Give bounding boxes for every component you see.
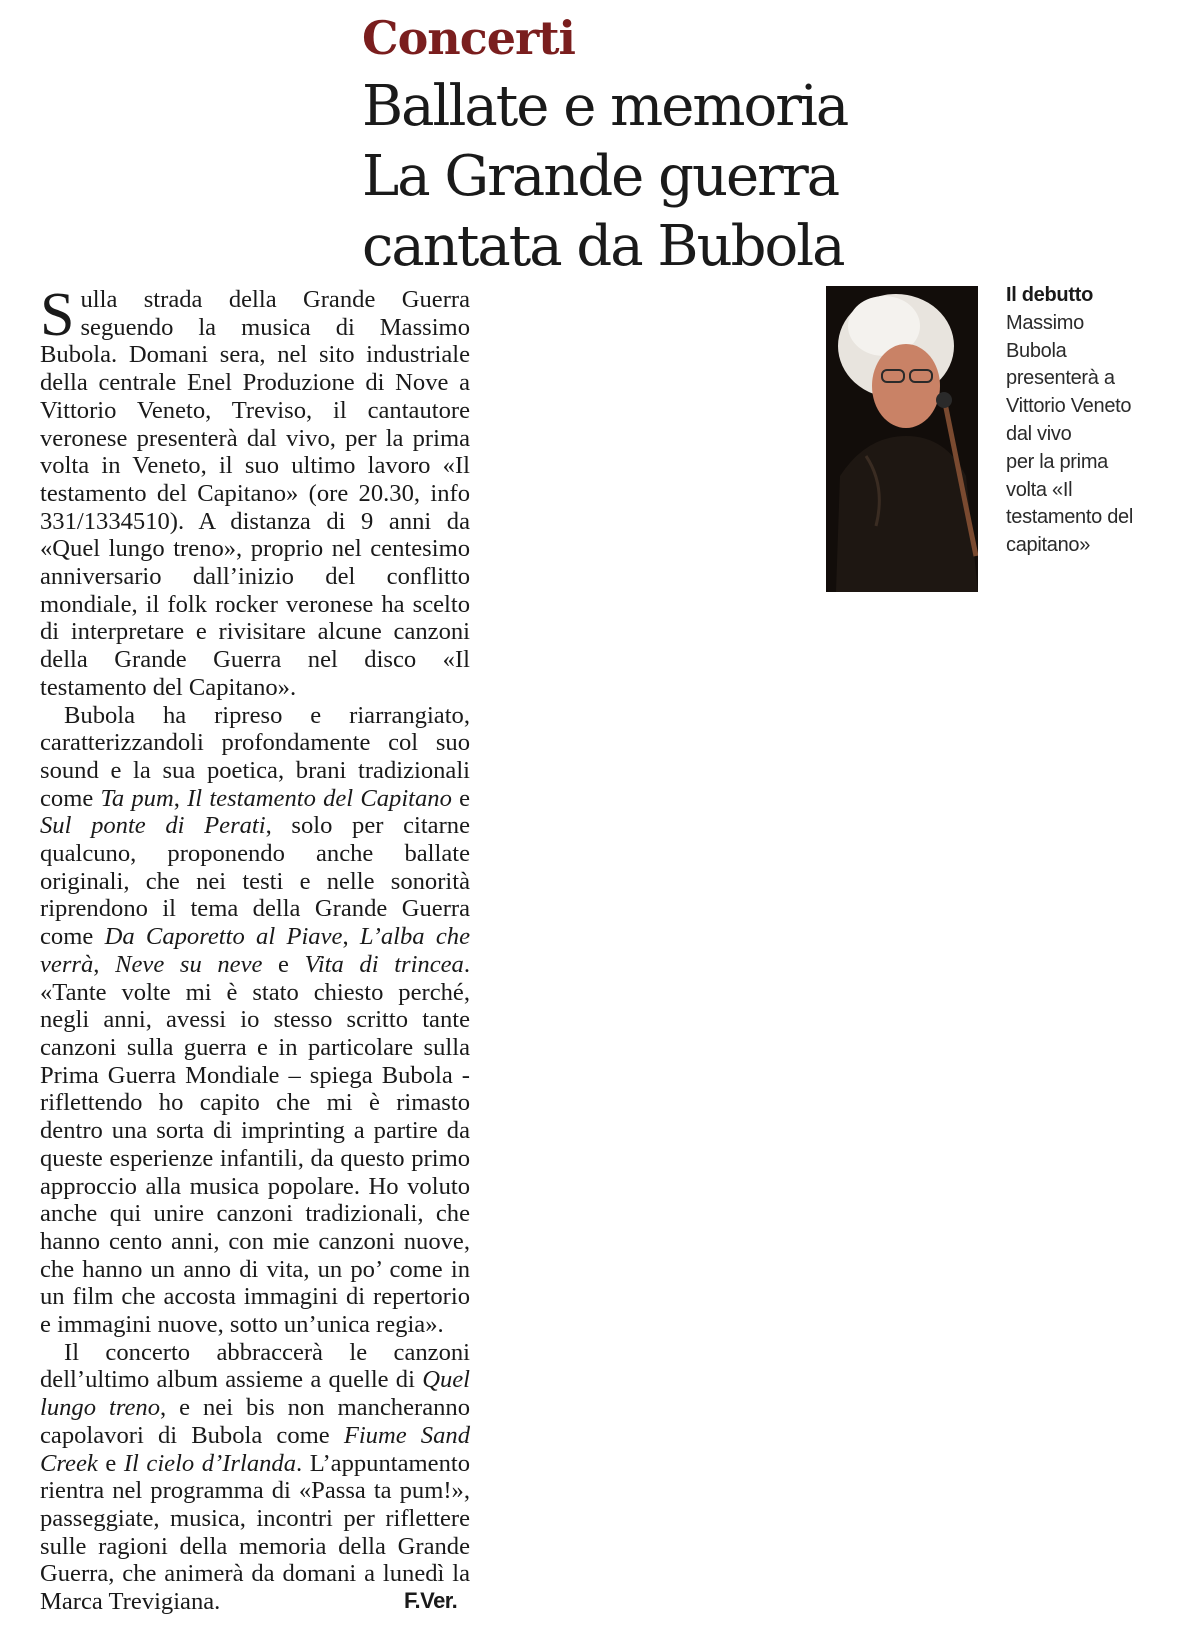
caption-title: Il debutto (1006, 284, 1093, 306)
text-run: Il concerto abbraccerà le canzoni dell’ultimo album assieme a quelle di (40, 1338, 470, 1394)
caption-line: Massimo (1006, 311, 1084, 334)
text-run: . L’appuntamento rientra nel programma di «Passa ta pum!», passeggiate, musica, incontri per riflettere sulle ragioni della memoria della Grande Guerra, che animerà da domani a lunedì la Marca Trevigiana. (40, 1449, 470, 1616)
caption-line: per la prima (1006, 450, 1108, 473)
article-paragraph-2 (40, 702, 470, 1339)
article-paragraph-1 (40, 281, 470, 702)
song-title: Il cielo d’Irlanda (123, 1449, 297, 1477)
song-title: L’alba che verrà (40, 923, 471, 978)
headline-line-3: cantata da Bubola (362, 214, 844, 279)
song-title: Il testamento del Capitano (187, 784, 452, 812)
album-title: Quel lungo treno (40, 1366, 470, 1422)
text-run: , (342, 923, 360, 951)
text-run: , e nei bis non mancheranno capolavori di Bubola come (40, 1394, 470, 1449)
drop-cap: S (40, 281, 75, 349)
artist-photo-illustration (826, 286, 978, 592)
song-title: Sul ponte di Perati (40, 812, 266, 840)
text-run: Bubola ha ripreso e riarrangiato, caratterizzandoli profondamente col suo sound e la sua poetica, brani tradizionali come (40, 701, 470, 812)
headline (362, 72, 922, 282)
song-title: Vita di trincea (304, 950, 464, 978)
photo-caption (1006, 282, 1176, 560)
section-label: Concerti (362, 11, 575, 65)
paragraph-1-text: ulla strada della Grande Guerra seguendo la musica di Massimo Bubola. Domani sera, nel sito industriale della centrale Enel Produzione di Nove a Vittorio Veneto, Treviso, il cantautore veronese presenterà dal vivo, per la prima volta in Veneto, il suo ultimo lavoro «Il testamento del Capitano» (ore 20.30, info 331/1334510). A distanza di 9 anni da «Quel lungo treno», proprio nel centesimo anniversario dall’inizio del conflitto mondiale, il folk rocker veronese ha scelto di interpretare e rivisitare alcune canzoni della Grande Guerra nel disco «Il testamento del Capitano». (40, 286, 470, 701)
article-paragraph-3 (40, 1339, 470, 1616)
text-run: e (262, 950, 305, 978)
song-title: Neve su neve (115, 950, 263, 978)
artist-photo (826, 286, 978, 592)
article-body (40, 281, 471, 1616)
text-run: . «Tante volte mi è stato chiesto perché, negli anni, avessi io stesso scritto tante canzoni sulla guerra e in particolare sulla Prima Guerra Mondiale – spiega Bubola - riflettendo ho capito che mi è rimasto dentro una sorta di imprinting a partire da queste esperienze infantili, da questo primo approccio alla musica popolare. Ho voluto anche qui unire canzoni tradizionali, che hanno cento anni, con mie canzoni nuove, che hanno un anno di vita, un po’ come in un film che accosta immagini di repertorio e immagini nuove, sotto un’unica regia». (40, 950, 471, 1339)
caption-line: Bubola (1006, 339, 1067, 362)
song-title: Da Caporetto al Piave (104, 923, 343, 951)
headline-line-1: Ballate e memoria (362, 74, 848, 139)
caption-line: testamento del (1006, 506, 1133, 529)
byline: F.Ver. (404, 1588, 458, 1613)
text-run: e (97, 1449, 124, 1477)
caption-line: dal vivo (1006, 422, 1072, 445)
caption-line: volta «Il (1006, 478, 1073, 501)
text-run: , solo per citarne qualcuno, proponendo anche ballate originali, che nei testi e nelle sonorità riprendono il tema della Grande Guerra come (40, 812, 470, 951)
text-run: , (93, 950, 116, 978)
caption-line: presenterà a (1006, 367, 1115, 390)
song-title: Fiume Sand Creek (40, 1421, 470, 1477)
text-run: , (173, 784, 188, 812)
text-run: e (451, 784, 471, 812)
caption-line: Vittorio Veneto (1006, 395, 1132, 418)
caption-line: capitano» (1006, 534, 1091, 557)
song-title: Ta pum (100, 784, 174, 812)
headline-line-2: La Grande guerra (362, 144, 839, 209)
